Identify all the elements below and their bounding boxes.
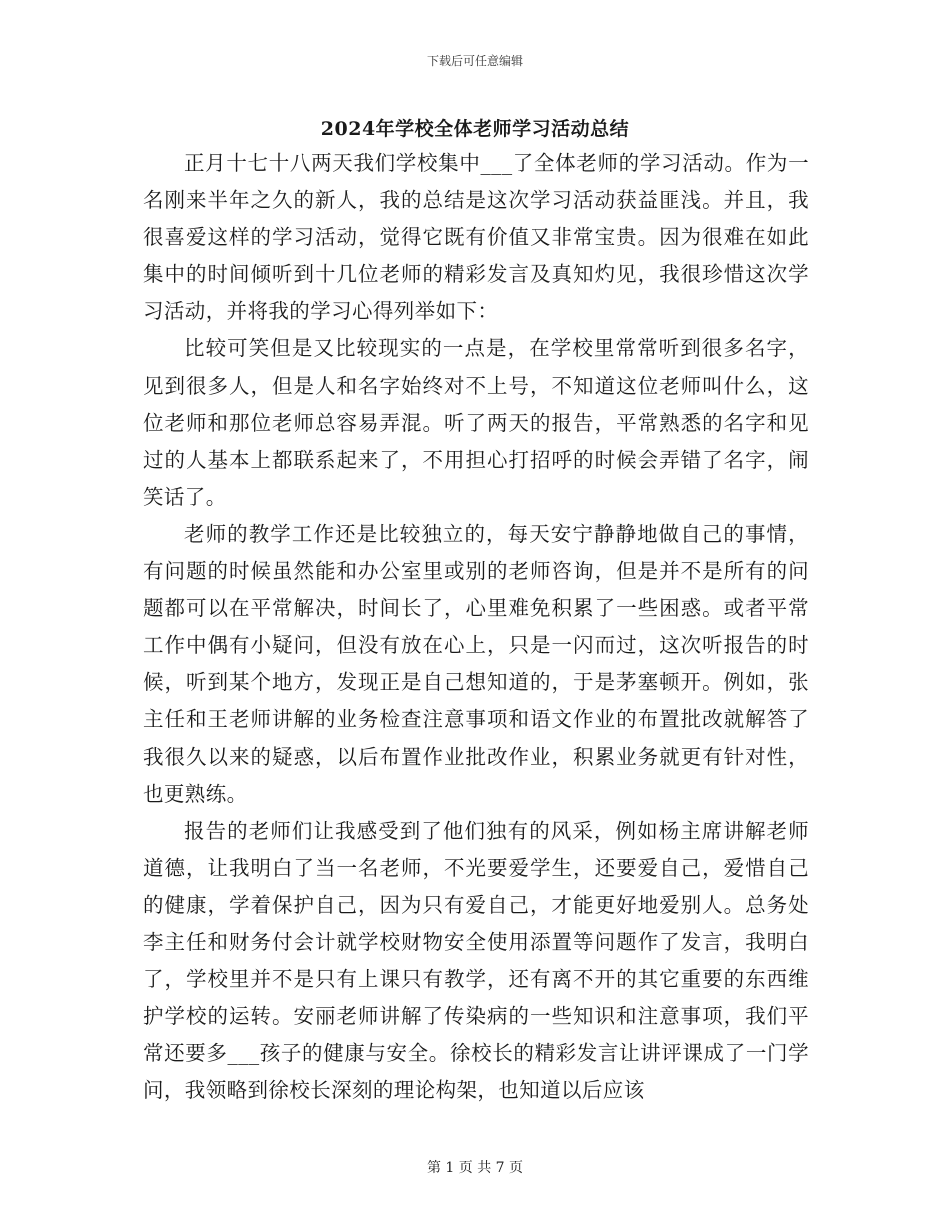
page-header-note: 下载后可任意编辑 (426, 54, 523, 68)
page-number: 第 1 页 共 7 页 (426, 1160, 524, 1176)
document-body (143, 145, 809, 1109)
paragraph-3: 老师的教学工作还是比较独立的，每天安宁静静地做自己的事情，有问题的时候虽然能和办公室里或别的老师咨询，但是并不是所有的问题都可以在平常解决，时间长了，心里难免积累了一些困惑。或者平常工作中偶有小疑问，但没有放在心上，只是一闪而过，这次听报告的时候，听到某个地方，发现正是自己想知道的，于是茅塞顿开。例如，张主任和王老师讲解的业务检查注意事项和语文作业的布置批改就解答了我很久以来的疑惑，以后布置作业批改作业，积累业务就更有针对性，也更熟练。 (143, 521, 809, 806)
document-title: 2024年学校全体老师学习活动总结 (320, 118, 630, 140)
paragraph-1: 正月十七十八两天我们学校集中___了全体老师的学习活动。作为一名刚来半年之久的新人，我的总结是这次学习活动获益匪浅。并且，我很喜爱这样的学习活动，觉得它既有价值又非常宝贵。因为很难在如此集中的时间倾听到十几位老师的精彩发言及真知灼见，我很珍惜这次学习活动，并将我的学习心得列举如下： (143, 151, 809, 324)
paragraph-4: 报告的老师们让我感受到了他们独有的风采，例如杨主席讲解老师道德，让我明白了当一名老师，不光要爱学生，还要爱自己，爱惜自己的健康，学着保护自己，因为只有爱自己，才能更好地爱别人。总务处李主任和财务付会计就学校财物安全使用添置等问题作了发言，我明白了，学校里并不是只有上课只有教学，还有离不开的其它重要的东西维护学校的运转。安丽老师讲解了传染病的一些知识和注意事项，我们平常还要多___孩子的健康与安全。徐校长的精彩发言让讲评课成了一门学问，我领略到徐校长深刻的理论构架，也知道以后应该 (143, 818, 809, 1103)
paragraph-2: 比较可笑但是又比较现实的一点是，在学校里常常听到很多名字，见到很多人，但是人和名字始终对不上号，不知道这位老师叫什么，这位老师和那位老师总容易弄混。听了两天的报告，平常熟悉的名字和见过的人基本上都联系起来了，不用担心打招呼的时候会弄错了名字，闹笑话了。 (143, 336, 809, 509)
